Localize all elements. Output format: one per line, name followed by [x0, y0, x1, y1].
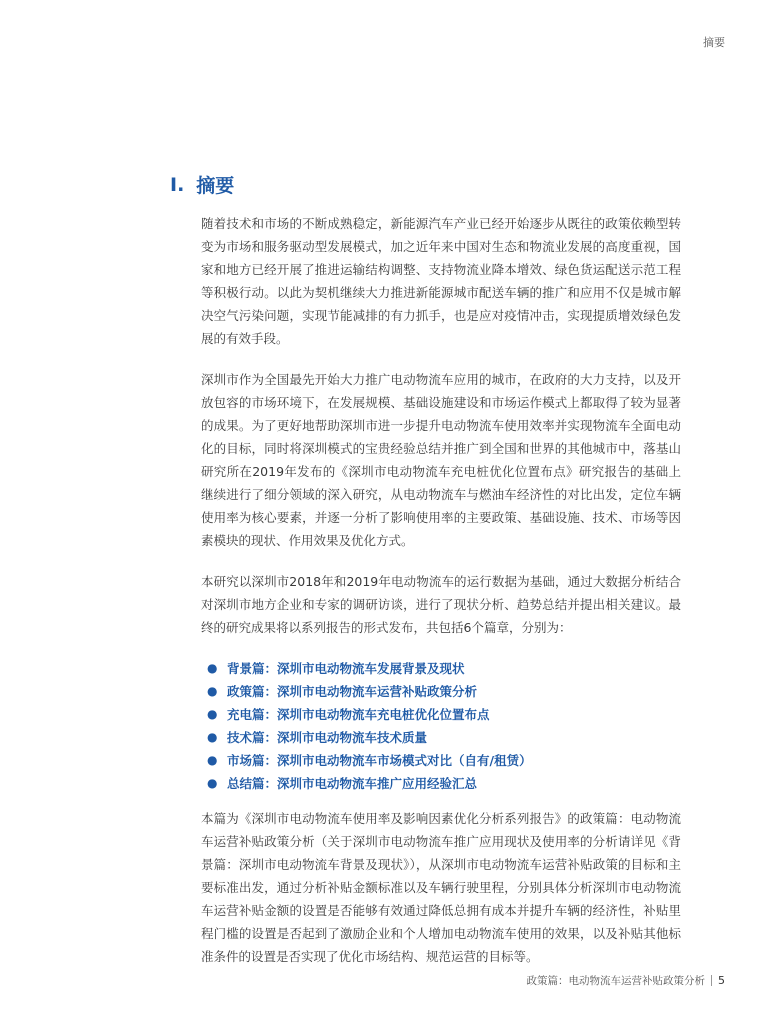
closing-paragraph: 本篇为《深圳市电动物流车使用率及影响因素优化分析系列报告》的政策篇：电动物流车运营补贴政策分析（关于深圳市电动物流车推广应用现状及使用率的分析请详见《背景篇：深圳市电动物流车背景及现状》），从深圳市电动物流车运营补贴政策的目标和主要标准出发，通过分析补贴金额标准以及车辆行驶里程，分别具体分析深圳市电动物流车运营补贴金额的设置是否能够有效通过降低总拥有成本并提升车辆的经济性，补贴里程门槛的设置是否起到了激励企业和个人增加电动物流车使用的效果，以及补贴其他标准条件的设置是否实现了优化市场结构、规范运营的目标等。	[201, 811, 681, 964]
footer-divider	[711, 975, 712, 986]
body-content	[201, 212, 681, 986]
list-item: ● 总结篇：深圳市电动物流车推广应用经验汇总	[201, 772, 681, 795]
paragraph-1: 随着技术和市场的不断成熟稳定，新能源汽车产业已经开始逐步从既往的政策依赖型转变为市场和服务驱动型发展模式，加之近年来中国对生态和物流业发展的高度重视，国家和地方已经开展了推进运输结构调整、支持物流业降本增效、绿色货运配送示范工程等积极行动。以此为契机继续大力推进新能源城市配送车辆的推广和应用不仅是城市解决空气污染问题，实现节能减排的有力抓手，也是应对疫情冲击，实现提质增效绿色发展的有效手段。	[201, 216, 681, 346]
bullet-icon: ●	[207, 753, 218, 767]
report-series-list	[201, 657, 681, 795]
list-item: ● 市场篇：深圳市电动物流车市场模式对比（自有/租赁）	[201, 749, 681, 772]
section-heading	[170, 171, 234, 198]
section-title: 摘要	[196, 175, 235, 197]
bullet-icon: ●	[207, 776, 218, 790]
list-item: ● 政策篇：深圳市电动物流车运营补贴政策分析	[201, 680, 681, 703]
running-header: 摘要	[703, 36, 725, 49]
page-number: 5	[718, 974, 725, 987]
list-item: ● 技术篇：深圳市电动物流车技术质量	[201, 726, 681, 749]
list-item: ● 充电篇：深圳市电动物流车充电桩优化位置布点	[201, 703, 681, 726]
bullet-icon: ●	[207, 707, 218, 721]
page-footer	[527, 973, 726, 988]
paragraph-3: 本研究以深圳市2018年和2019年电动物流车的运行数据为基础，通过大数据分析结合对深圳市地方企业和专家的调研访谈，进行了现状分析、趋势总结并提出相关建议。最终的研究成果将以系列报告的形式发布，共包括6个篇章，分别为：	[201, 574, 681, 635]
bullet-icon: ●	[207, 730, 218, 744]
bullet-icon: ●	[207, 661, 218, 675]
list-item: ● 背景篇：深圳市电动物流车发展背景及现状	[201, 657, 681, 680]
paragraph-2: 深圳市作为全国最先开始大力推广电动物流车应用的城市，在政府的大力支持，以及开放包容的市场环境下，在发展规模、基础设施建设和市场运作模式上都取得了较为显著的成果。为了更好地帮助深圳市进一步提升电动物流车使用效率并实现物流车全面电动化的目标，同时将深圳模式的宝贵经验总结并推广到全国和世界的其他城市中，落基山研究所在2019年发布的《深圳市电动物流车充电桩优化位置布点》研究报告的基础上继续进行了细分领域的深入研究，从电动物流车与燃油车经济性的对比出发，定位车辆使用率为核心要素，并逐一分析了影响使用率的主要政策、基础设施、技术、市场等因素模块的现状、作用效果及优化方式。	[201, 372, 681, 548]
footer-title: 政策篇：电动物流车运营补贴政策分析	[526, 975, 705, 987]
bullet-icon: ●	[207, 684, 218, 698]
section-number: I.	[170, 173, 185, 196]
